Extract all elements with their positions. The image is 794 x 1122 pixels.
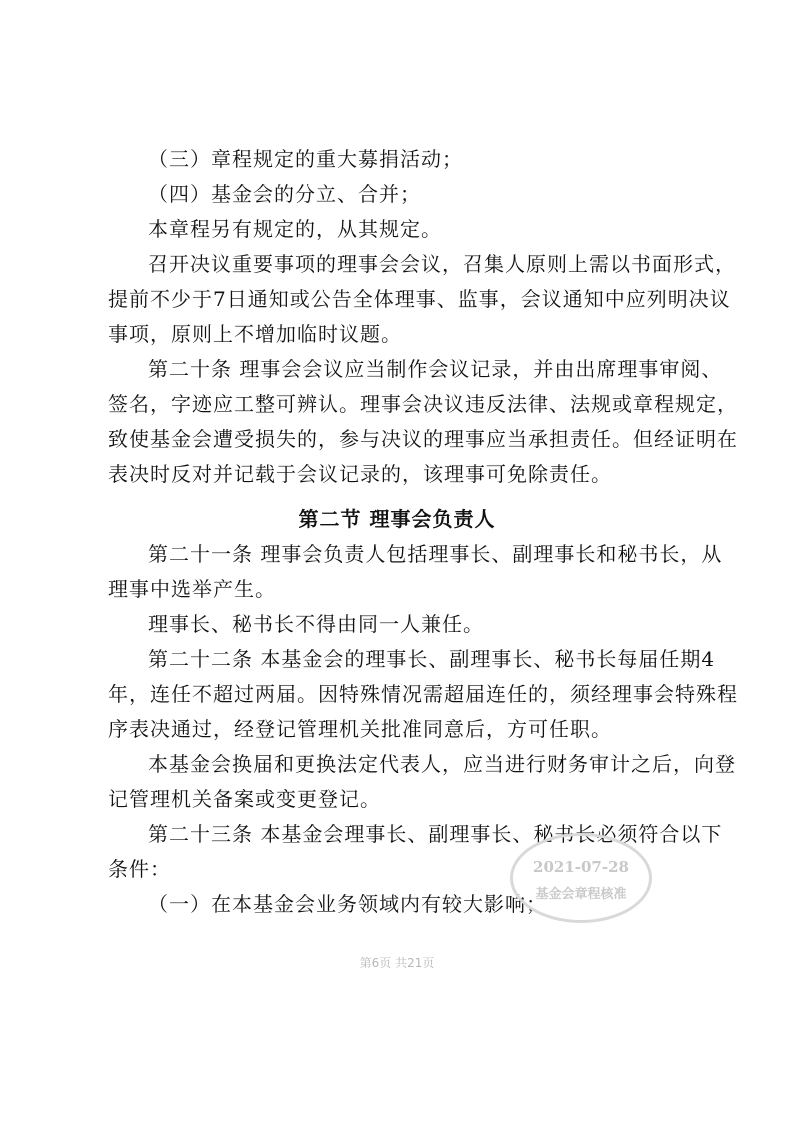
paragraph-article-20-line2: 签名，字迹应工整可辨认。理事会决议违反法律、法规或章程规定， [108,392,738,416]
stamp-text-graphic [513,836,649,920]
approval-stamp [510,833,652,923]
paragraph-item-3: （三）章程规定的重大募捐活动； [148,147,463,171]
paragraph-condition-1: （一）在本基金会业务领域内有较大影响； [148,892,547,916]
paragraph-article-21-line1: 第二十一条 理事会负责人包括理事长、副理事长和秘书长，从 [148,542,723,566]
paragraph-article-22-line1: 第二十二条 本基金会的理事长、副理事长、秘书长每届任期4 [148,647,716,671]
paragraph-other-provisions: 本章程另有规定的，从其规定。 [148,217,442,241]
section-heading: 第二节 理事会负责人 [298,507,496,531]
paragraph-article-20-line3: 致使基金会遭受损失的，参与决议的理事应当承担责任。但经证明在 [108,427,738,451]
paragraph-no-dual-role: 理事长、秘书长不得由同一人兼任。 [148,612,484,636]
paragraph-article-23-line1: 第二十三条 本基金会理事长、副理事长、秘书长必须符合以下 [148,822,723,846]
page-footer: 第6页 共21页 [359,956,435,970]
paragraph-article-22-line2: 年，连任不超过两届。因特殊情况需超届连任的，须经理事会特殊程 [108,682,738,706]
paragraph-article-22-line3: 序表决通过，经登记管理机关批准同意后，方可任职。 [108,717,612,741]
paragraph-article-20-line1: 第二十条 理事会会议应当制作会议记录，并由出席理事审阅、 [148,357,723,381]
paragraph-audit-line2: 记管理机关备案或变更登记。 [108,787,381,811]
paragraph-meeting-notice-line3: 事项，原则上不增加临时议题。 [108,322,402,346]
paragraph-article-20-line4: 表决时反对并记载于会议记录的，该理事可免除责任。 [108,462,612,486]
paragraph-article-21-line2: 理事中选举产生。 [108,577,276,601]
stamp-date: 2021-07-28 [533,858,629,876]
paragraph-item-4: （四）基金会的分立、合并； [148,182,421,206]
stamp-caption: 基金会章程核准 [535,887,627,902]
paragraph-meeting-notice-line1: 召开决议重要事项的理事会会议，召集人原则上需以书面形式， [148,252,736,276]
paragraph-meeting-notice-line2: 提前不少于7日通知或公告全体理事、监事，会议通知中应列明决议 [108,287,731,311]
paragraph-article-23-line2: 条件： [108,857,171,881]
paragraph-audit-line1: 本基金会换届和更换法定代表人，应当进行财务审计之后，向登 [148,752,736,776]
